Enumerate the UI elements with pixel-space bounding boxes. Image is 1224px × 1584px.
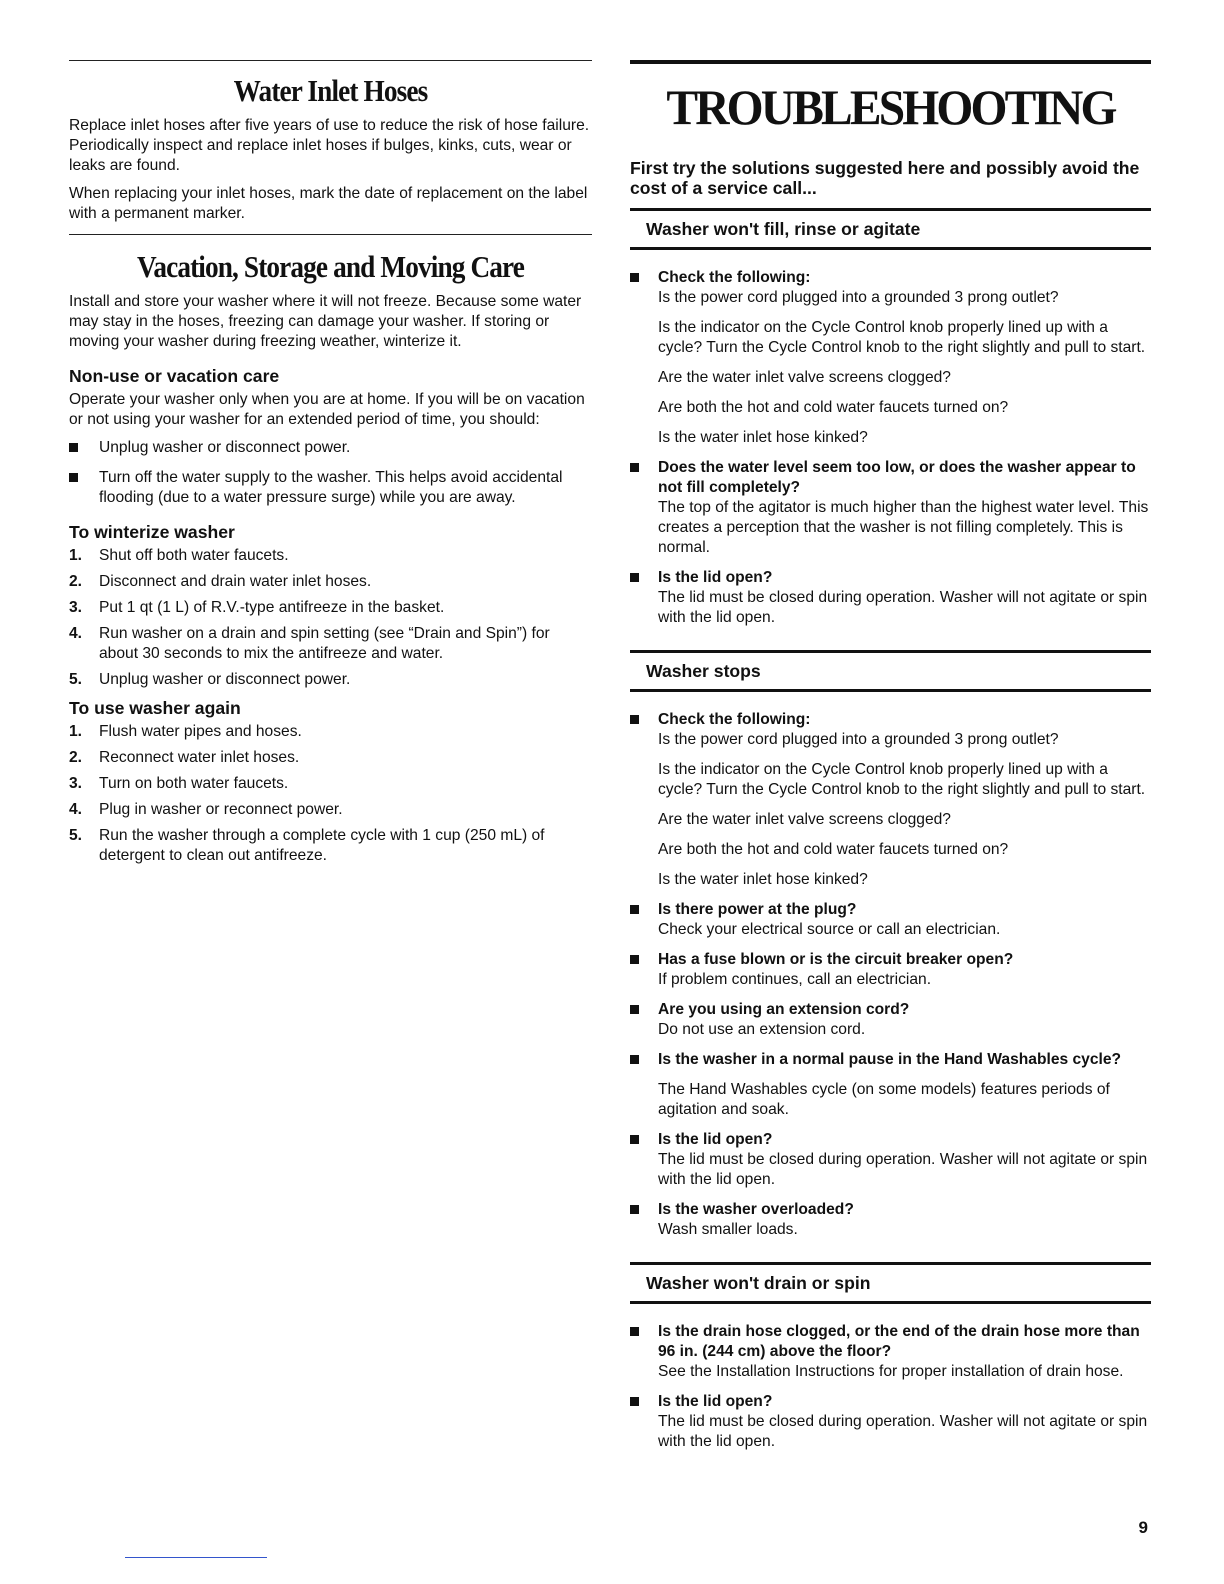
step-item: 4. Run washer on a drain and spin setting (see “Drain and Spin”) for about 30 seconds to mix the antifreeze and water. [69,625,550,662]
winterize-steps [69,546,592,690]
square-bullet-icon [630,905,639,914]
square-bullet-icon [630,1327,639,1336]
list-item: Turn off the water supply to the washer. This helps avoid accidental flooding (due to a water pressure surge) while you are away. [69,468,592,508]
list-item: Does the water level seem too low, or does the washer appear to not fill completely? The top of the agitator is much higher than the highest water level. This creates a perception that the washer is not filling completely. This is normal. [630,458,1151,558]
list-item: Check the following: Is the power cord plugged into a grounded 3 prong outlet? Is the indicator on the Cycle Control knob properly lined up with a cycle? Turn the Cycle Control knob to the right slightly and pull to start. Are the water inlet valve screens clogged? Are both the hot and cold water faucets turned on? Is the water inlet hose kinked? [630,710,1151,890]
square-bullet-icon [630,1005,639,1014]
square-bullet-icon [69,473,78,482]
square-bullet-icon [630,273,639,282]
step-item: 4. Plug in washer or reconnect power. [69,801,343,818]
square-bullet-icon [69,443,78,452]
right-column [630,60,1151,1462]
list-item: Check the following: Is the power cord plugged into a grounded 3 prong outlet? Is the indicator on the Cycle Control knob properly lined up with a cycle? Turn the Cycle Control knob to the right slightly and pull to start. Are the water inlet valve screens clogged? Are both the hot and cold water faucets turned on? Is the water inlet hose kinked? [630,268,1151,448]
vacation-storage-title: Vacation, Storage and Moving Care [137,249,524,284]
square-bullet-icon [630,463,639,472]
step-item: 5. Run the washer through a complete cycle with 1 cup (250 mL) of detergent to clean out antifreeze. [69,827,545,864]
wont-drain-list [630,1322,1151,1452]
top-divider [69,60,592,61]
square-bullet-icon [630,573,639,582]
list-item: Is the washer in a normal pause in the Hand Washables cycle? The Hand Washables cycle (on some models) features periods of agitation and soak. [630,1050,1151,1120]
list-item: Is there power at the plug? Check your electrical source or call an electrician. [630,900,1151,940]
vacation-paragraph: Install and store your washer where it will not freeze. Because some water may stay in the hoses, freezing can damage your washer. If storing or moving your washer during freezing weather, winterize it. [69,293,582,350]
inlet-paragraph-2: When replacing your inlet hoses, mark the date of replacement on the label with a permanent marker. [69,185,588,222]
use-again-steps [69,722,592,866]
winterize-heading: To winterize washer [69,522,235,542]
list-item: Unplug washer or disconnect power. [69,438,592,458]
use-again-heading: To use washer again [69,698,241,718]
list-item: Is the lid open? The lid must be closed during operation. Washer will not agitate or spin with the lid open. [630,1392,1151,1452]
left-column [69,60,592,872]
step-item: 3. Put 1 qt (1 L) of R.V.-type antifreeze in the basket. [69,599,445,616]
washer-stops-list [630,710,1151,1240]
step-item: 5. Unplug washer or disconnect power. [69,671,351,688]
step-item: 1. Shut off both water faucets. [69,547,289,564]
square-bullet-icon [630,1135,639,1144]
inlet-paragraph-1: Replace inlet hoses after five years of use to reduce the risk of hose failure. Periodically inspect and replace inlet hoses if bulges, kinks, cuts, wear or leaks are found. [69,117,590,174]
list-item: Is the washer overloaded? Wash smaller loads. [630,1200,1151,1240]
step-item: 2. Reconnect water inlet hoses. [69,749,300,766]
square-bullet-icon [630,1397,639,1406]
step-item: 3. Turn on both water faucets. [69,775,289,792]
top-divider-thick [630,60,1151,64]
section-heading-wont-fill: Washer won't fill, rinse or agitate [630,208,1151,250]
non-use-list [69,438,592,508]
square-bullet-icon [630,955,639,964]
footer-link-line [125,1557,267,1558]
section-heading-washer-stops: Washer stops [630,650,1151,692]
troubleshooting-intro: First try the solutions suggested here and possibly avoid the cost of a service call... [630,158,1140,198]
list-item: Are you using an extension cord? Do not use an extension cord. [630,1000,1151,1040]
troubleshooting-title: TROUBLESHOOTING [666,79,1115,135]
step-item: 2. Disconnect and drain water inlet hoses. [69,573,372,590]
water-inlet-hoses-title: Water Inlet Hoses [233,73,428,108]
section-divider [69,234,592,235]
section-heading-wont-drain: Washer won't drain or spin [630,1262,1151,1304]
square-bullet-icon [630,1205,639,1214]
non-use-paragraph: Operate your washer only when you are at home. If you will be on vacation or not using your washer for an extended period of time, you should: [69,391,585,428]
non-use-heading: Non-use or vacation care [69,366,280,386]
list-item: Is the lid open? The lid must be closed during operation. Washer will not agitate or spin with the lid open. [630,1130,1151,1190]
list-item: Is the lid open? The lid must be closed during operation. Washer will not agitate or spin with the lid open. [630,568,1151,628]
wont-fill-list [630,268,1151,628]
list-item: Is the drain hose clogged, or the end of the drain hose more than 96 in. (244 cm) above the floor? See the Installation Instructions for proper installation of drain hose. [630,1322,1151,1382]
square-bullet-icon [630,1055,639,1064]
list-item: Has a fuse blown or is the circuit breaker open? If problem continues, call an electrician. [630,950,1151,990]
step-item: 1. Flush water pipes and hoses. [69,723,302,740]
square-bullet-icon [630,715,639,724]
page-number: 9 [1138,1518,1148,1537]
